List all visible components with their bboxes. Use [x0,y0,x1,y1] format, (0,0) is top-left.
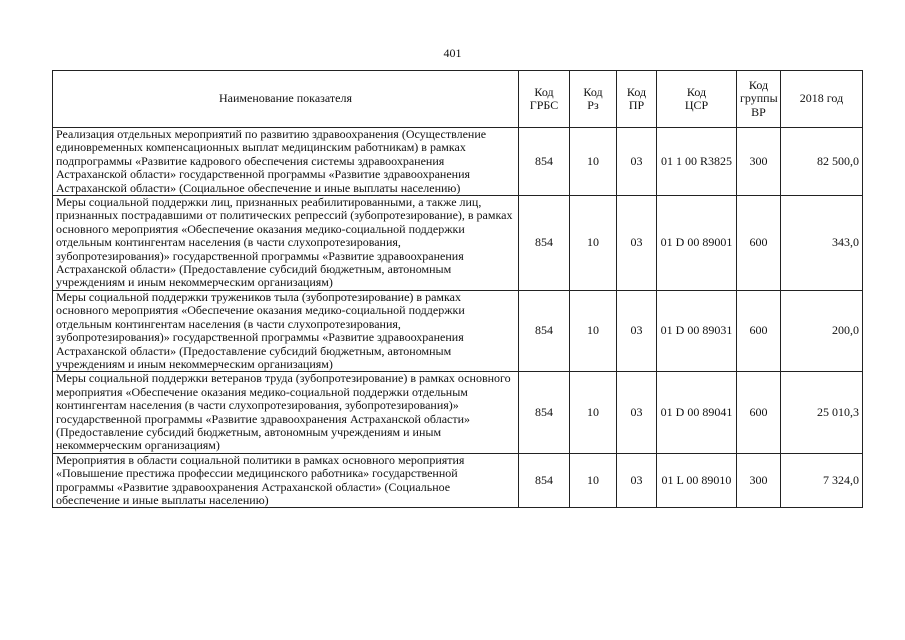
header-year: 2018 год [781,71,863,128]
row-pr: 03 [617,196,657,291]
row-grbs: 854 [519,372,570,453]
header-name: Наименование показателя [53,71,519,128]
page-number: 401 [443,46,462,60]
table-row [53,372,863,453]
budget-table [52,70,863,508]
table-row [53,128,863,196]
header-grbs: Код ГРБС [519,71,570,128]
row-rz: 10 [570,128,617,196]
row-amount: 343,0 [781,196,863,291]
row-rz: 10 [570,196,617,291]
row-amount: 200,0 [781,290,863,371]
header-rz: Код Рз [570,71,617,128]
row-rz: 10 [570,290,617,371]
row-vr: 600 [737,290,781,371]
row-csr: 01 1 00 R3825 [657,128,737,196]
row-pr: 03 [617,290,657,371]
header-pr: Код ПР [617,71,657,128]
row-grbs: 854 [519,290,570,371]
row-rz: 10 [570,372,617,453]
row-grbs: 854 [519,453,570,508]
table-header-row [53,71,863,128]
row-pr: 03 [617,372,657,453]
row-vr: 300 [737,128,781,196]
row-vr: 600 [737,372,781,453]
header-vr: Код группы ВР [737,71,781,128]
row-csr: 01 L 00 89010 [657,453,737,508]
row-grbs: 854 [519,128,570,196]
row-grbs: 854 [519,196,570,291]
row-csr: 01 D 00 89031 [657,290,737,371]
row-vr: 600 [737,196,781,291]
row-name: Меры социальной поддержки тружеников тыла (зубопротезирование) в рамках основного мероприятия «Обеспечение оказания медико-социальной поддержки отдельным контингентам населения (в части слухопротезирования, зубопротезирования)» государственной программы «Развитие здравоохранения Астраханской области» (Предоставление субсидий бюджетным, автономным учреждениям и иным некоммерческим организациям) [53,290,519,371]
row-amount: 82 500,0 [781,128,863,196]
row-name: Меры социальной поддержки лиц, признанных реабилитированными, а также лиц, признанных пострадавшими от политических репрессий (зубопротезирование), в рамках основного мероприятия «Обеспечение оказания медико-социальной поддержки отдельным контингентам населения (в части слухопротезирования, зубопротезирования)» государственной программы «Развитие здравоохранения Астраханской области» (Предоставление субсидий бюджетным, автономным учреждениям и иным некоммерческим организациям) [53,196,519,291]
header-csr: Код ЦСР [657,71,737,128]
table-row [53,453,863,508]
table-row [53,196,863,291]
row-rz: 10 [570,453,617,508]
row-amount: 7 324,0 [781,453,863,508]
table-row [53,290,863,371]
row-csr: 01 D 00 89001 [657,196,737,291]
row-name: Меры социальной поддержки ветеранов труда (зубопротезирование) в рамках основного мероприятия «Обеспечение оказания медико-социальной поддержки отдельным контингентам населения (в части слухопротезирования, зубопротезирования)» государственной программы «Развитие здравоохранения Астраханской области» (Предоставление субсидий бюджетным, автономным учреждениям и иным некоммерческим организациям) [53,372,519,453]
row-csr: 01 D 00 89041 [657,372,737,453]
row-name: Реализация отдельных мероприятий по развитию здравоохранения (Осуществление единовременных компенсационных выплат медицинским работникам) в рамках подпрограммы «Развитие кадрового обеспечения системы здравоохранения Астраханской области» государственной программы «Развитие здравоохранения Астраханской области» (Социальное обеспечение и иные выплаты населению) [53,128,519,196]
row-pr: 03 [617,453,657,508]
row-amount: 25 010,3 [781,372,863,453]
row-name: Мероприятия в области социальной политики в рамках основного мероприятия «Повышение престижа профессии медицинского работника» государственной программы «Развитие здравоохранения Астраханской области» (Социальное обеспечение и иные выплаты населению) [53,453,519,508]
row-pr: 03 [617,128,657,196]
row-vr: 300 [737,453,781,508]
